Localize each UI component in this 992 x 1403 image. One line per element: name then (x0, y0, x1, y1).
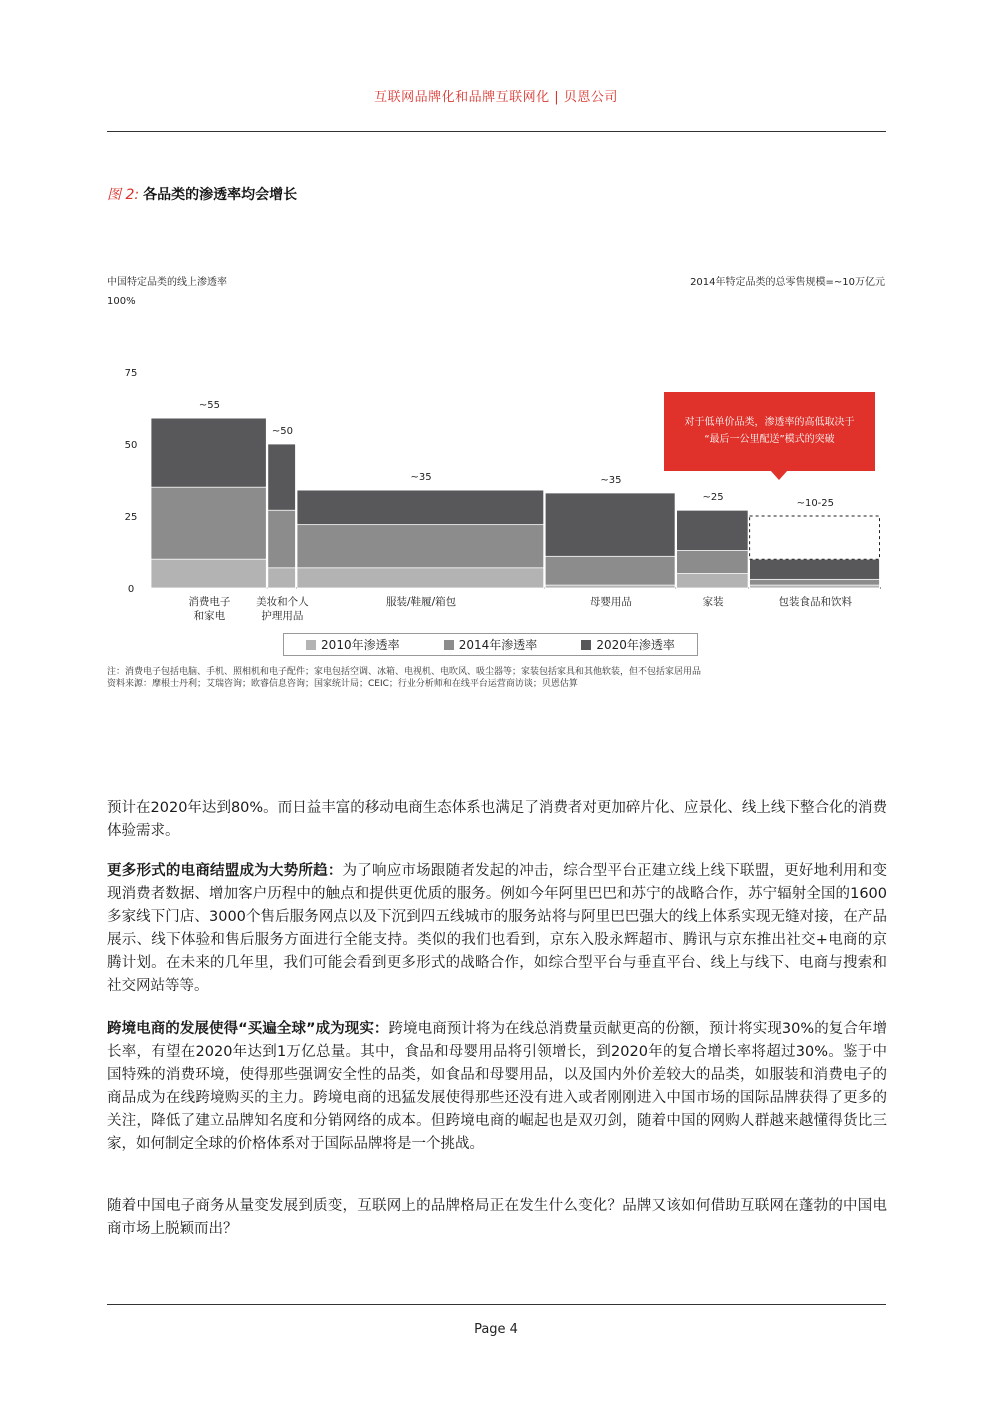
legend-swatch-2020 (581, 640, 591, 650)
figure-note: 注：消费电子包括电脑、手机、照相机和电子配件；家电包括空调、冰箱、电视机、电吹风、吸尘器等；家装包括家具和其他软装，但不包括家居用品 (107, 667, 702, 677)
paragraph-3-heading: 跨境电商的发展使得“买遍全球”成为现实： (107, 1021, 389, 1037)
bar-2010年渗透率 (677, 574, 749, 588)
figure-source: 资料来源：摩根士丹利；艾瑞咨询；欧睿信息咨询；国家统计局；CEIC；行业分析师和在线平台运营商访谈；贝恩估算 (107, 679, 578, 689)
legend-swatch-2014 (444, 640, 454, 650)
category-label: 美妆和个人 (256, 596, 309, 608)
paragraph-2-heading: 更多形式的电商结盟成为大势所趋： (107, 863, 343, 879)
bar-2010年渗透率 (151, 559, 266, 588)
bar-value-label: ~55 (198, 400, 220, 412)
legend-label-2020: 2020年渗透率 (596, 638, 675, 652)
retail-size-caption: 2014年特定品类的总零售规模=~10万亿元 (690, 277, 885, 288)
callout-pointer (770, 470, 788, 480)
bar-2010年渗透率 (750, 585, 880, 588)
penetration-chart (0, 0, 992, 640)
y-tick-label: 100% (107, 296, 136, 307)
bar-value-label: ~35 (410, 472, 432, 484)
legend-label-2014: 2014年渗透率 (458, 638, 538, 652)
bar-value-label: ~50 (271, 426, 293, 437)
bar-value-label: ~35 (600, 474, 622, 486)
legend-label-2010: 2010年渗透率 (321, 638, 400, 652)
bar-2010年渗透率 (545, 585, 675, 588)
category-label: 家装 (702, 596, 724, 608)
y-axis-caption: 中国特定品类的线上渗透率 (107, 277, 227, 288)
bar-2010年渗透率 (297, 568, 544, 588)
paragraph-4: 随着中国电子商务从量变发展到质变，互联网上的品牌格局正在发生什么变化？品牌又该如何借助互联网在蓬勃的中国电商市场上脱颖而出？ (107, 1198, 887, 1237)
legend-item-2010 (306, 636, 400, 653)
figure-notes (107, 666, 701, 690)
dashed-range-box (750, 516, 880, 559)
category-label: 护理用品 (261, 610, 304, 622)
category-label: 消费电子 (188, 596, 231, 608)
legend-item-2014 (444, 636, 538, 653)
category-label: 服装/鞋履/箱包 (386, 596, 457, 608)
paragraph-2-text: 为了响应市场跟随者发起的冲击，综合型平台正建立线上线下联盟，更好地利用和变现消费者数据、增加客户历程中的触点和提供更优质的服务。例如今年阿里巴巴和苏宁的战略合作，苏宁辐射全国的1600多家线下门店、3000个售后服务网点以及下沉到四五线城市的服务站将与阿里巴巴强大的线上体系实现无缝对接，在产品展示、线下体验和售后服务方面进行全能支持。类似的我们也看到，京东入股永辉超市、腾讯与京东推出社交+电商的京腾计划。在未来的几年里，我们可能会看到更多形式的战略合作，如综合型平台与垂直平台、线上与线下、电商与搜索和社交网站等等。 (107, 863, 888, 994)
legend-swatch-2010 (306, 640, 316, 650)
y-tick-label: 0 (127, 584, 135, 595)
callout-line-1: 对于低单价品类，渗透率的高低取决于 (684, 417, 855, 428)
callout-line-2: “最后一公里配送”模式的突破 (704, 434, 835, 445)
paragraph-3 (107, 1018, 887, 1156)
running-header: 互联网品牌化和品牌互联网化 | 贝恩公司 (374, 90, 618, 105)
y-tick-label: 75 (124, 368, 138, 379)
category-label: 和家电 (193, 610, 226, 622)
paragraph-1: 预计在2020年达到80%。而日益丰富的移动电商生态体系也满足了消费者对更加碎片化、应景化、线上线下整合化的消费体验需求。 (107, 800, 887, 839)
bar-value-label: ~25 (702, 492, 724, 504)
footer-rule (107, 1304, 886, 1305)
bar-2014年渗透率 (545, 556, 675, 588)
bar-2010年渗透率 (268, 568, 296, 588)
paragraph-3-text: 跨境电商预计将为在线总消费量贡献更高的份额，预计将实现30%的复合年增长率，有望在2020年达到1万亿总量。其中，食品和母婴用品将引领增长，到2020年的复合增长率将超过30%。鉴于中国特殊的消费环境，使得那些强调安全性的品类，如食品和母婴用品，以及国内外价差较大的品类，如服装和消费电子的商品成为在线跨境购买的主力。跨境电商的迅猛发展使得那些还没有进入或者刚刚进入中国市场的国际品牌获得了更多的关注，降低了建立品牌知名度和分销网络的成本。但跨境电商的崛起也是双刃剑，随着中国的网购人群越来越懂得货比三家，如何制定全球的价格体系对于国际品牌将是一个挑战。 (107, 1021, 887, 1152)
figure-number: 图 2: (107, 187, 140, 203)
paragraph-2 (107, 860, 887, 998)
page-number: Page 4 (474, 1322, 518, 1337)
category-label: 母婴用品 (589, 596, 632, 608)
figure-title-text: 各品类的渗透率均会增长 (143, 187, 298, 203)
bar-value-label: ~10-25 (796, 498, 835, 509)
chart-legend (283, 633, 698, 656)
category-label: 包装食品和饮料 (778, 596, 853, 608)
y-tick-label: 25 (124, 512, 138, 523)
callout-box (664, 392, 875, 471)
legend-item-2020 (581, 636, 675, 653)
y-tick-label: 50 (124, 440, 138, 451)
